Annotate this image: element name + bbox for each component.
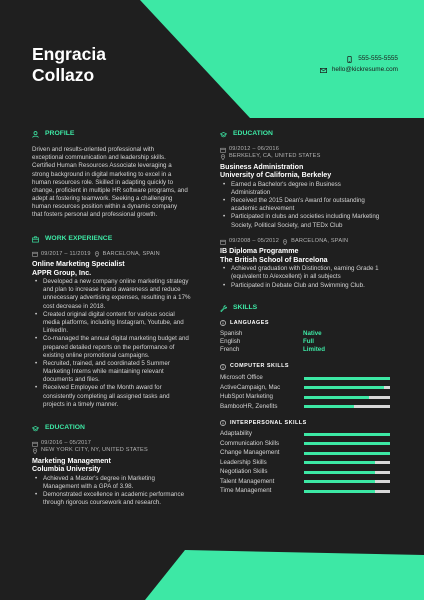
skill-bar-fill [304, 405, 354, 408]
skill-row: BambooHR, Zenefits [220, 402, 400, 412]
location-pin-icon [94, 251, 100, 257]
wrench-icon [220, 305, 227, 312]
education-left-school: Columbia University [32, 465, 101, 474]
job-location: BARCELONA, SPAIN [102, 250, 160, 257]
computer-skills-heading: COMPUTER SKILLS [220, 363, 400, 370]
education-left-heading: EDUCATION [32, 424, 204, 433]
skill-row: ActiveCampaign, Mac [220, 383, 400, 393]
languages-heading: LANGUAGES [220, 320, 400, 327]
person-icon [32, 131, 39, 138]
skill-row: Communication Skills [220, 439, 400, 449]
skill-row: Talent Management [220, 477, 400, 487]
work-section [32, 235, 204, 409]
skill-bar-fill [304, 377, 390, 380]
skill-bar [304, 461, 390, 464]
skill-bar [304, 442, 390, 445]
phone-icon [346, 56, 353, 63]
language-row: English Full [220, 338, 314, 346]
list-item: • Participated in clubs and societies including Marketing Society, Political Society, and TEDx Club [220, 213, 400, 229]
education-entry-meta: 09/2008 – 05/2012 BARCELONA, SPAIN [220, 238, 400, 245]
education-right-heading: EDUCATION [220, 130, 400, 139]
profile-section [32, 130, 204, 220]
skill-bar-fill [304, 452, 390, 455]
skill-row: Adaptability [220, 430, 400, 440]
education-left-degree: Marketing Management [32, 456, 111, 465]
education-entry-meta: 09/2012 – 06/2016 [220, 146, 400, 153]
languages-list [220, 330, 400, 355]
phone-text[interactable]: 555-555-5555 [358, 55, 398, 62]
skill-bar-fill [304, 386, 384, 389]
skill-row: Microsoft Office [220, 374, 400, 384]
skill-bar [304, 471, 390, 474]
education-entry-degree: IB Diploma Programme [220, 247, 299, 256]
right-column [220, 130, 400, 496]
job-company: APPR Group, Inc. [32, 268, 92, 277]
education-entry-bullets [220, 265, 400, 290]
education-entry-bullets [220, 181, 400, 230]
skill-row: Negotiation Skills [220, 468, 400, 478]
calendar-icon [220, 239, 226, 245]
education-entry-degree: Business Administration [220, 162, 304, 171]
first-name: Engracia [32, 44, 106, 64]
language-row: French Limited [220, 346, 326, 354]
education-entry-british-school [220, 238, 400, 290]
job-dates: 09/2017 – 11/2019 [41, 250, 91, 257]
skill-row: Change Management [220, 449, 400, 459]
list-item: • Achieved graduation with Distinction, earning Grade 1 (equivalent to A/excellent) in all subjects [220, 265, 400, 281]
education-left-section [32, 424, 204, 507]
location-pin-icon [32, 448, 38, 454]
language-row: Spanish Native [220, 329, 322, 337]
list-item: • Participated in Debate Club and Swimming Club. [220, 282, 400, 290]
briefcase-icon [32, 236, 39, 243]
education-entry-berkeley [220, 146, 400, 230]
education-entry-location: BERKELEY, CA, UNITED STATES [220, 153, 400, 160]
list-item: • Demonstrated excellence in academic performance through rigorous coursework and research. [32, 491, 204, 507]
left-column [32, 130, 204, 507]
info-circle-icon [220, 320, 226, 326]
skill-bar-fill [304, 442, 390, 445]
skills-section [220, 304, 400, 496]
calendar-icon [32, 251, 38, 257]
skill-bar-fill [304, 396, 369, 399]
skill-bar-fill [304, 480, 375, 483]
interpersonal-skills-list [220, 430, 400, 497]
list-item: • Developed a new company online marketing strategy and plan to increase brand awareness and reduce unnecessary advertising expenses, resulting in a 17% cost decrease in 2018. [32, 278, 204, 311]
location-pin-icon [282, 239, 288, 245]
candidate-name [32, 44, 106, 87]
calendar-icon [32, 441, 38, 447]
email-text[interactable]: hello@kickresume.com [331, 66, 398, 74]
skill-bar [304, 433, 390, 436]
location-pin-icon [220, 154, 226, 160]
skill-bar [304, 396, 390, 399]
profile-text: Driven and results-oriented professional with exceptional communication and leadership skills. Certified Human Resources Associate leveraging a strong background in digital marketing to excel in a human resources role. Skilled in adapting quickly to change, proficient in multiple HR software programs, and adept at fostering teamwork. Seeking a challenging human resources position within a dynamic company that fosters personal and professional growth. [32, 145, 188, 219]
info-circle-icon [220, 364, 226, 370]
skill-bar [304, 452, 390, 455]
list-item: • Achieved a Master's degree in Marketing Management with a GPA of 3.98. [32, 475, 204, 491]
education-left-location-row: NEW YORK CITY, NY, UNITED STATES [32, 447, 204, 454]
skill-bar [304, 480, 390, 483]
email-row [320, 66, 398, 74]
skills-heading: SKILLS [220, 304, 400, 313]
skill-bar-fill [304, 490, 375, 493]
envelope-icon [320, 67, 327, 74]
calendar-icon [220, 147, 226, 153]
contact-info [320, 55, 398, 78]
skill-bar-fill [304, 471, 375, 474]
skill-row: Leadership Skills [220, 458, 400, 468]
last-name: Collazo [32, 65, 95, 86]
list-item: • Earned a Bachelor's degree in Business Administration [220, 181, 400, 197]
skill-bar-fill [304, 461, 375, 464]
education-right-section [220, 130, 400, 290]
list-item: • Received Employee of the Month award for consistently completing all assigned tasks and projects in a timely manner. [32, 384, 204, 409]
education-entry-school: The British School of Barcelona [220, 255, 328, 264]
info-circle-icon [220, 420, 226, 426]
work-heading: WORK EXPERIENCE [32, 235, 204, 244]
list-item: • Received the 2015 Dean's Award for outstanding academic achievement [220, 197, 400, 213]
skill-bar-fill [304, 433, 390, 436]
skill-row: HubSpot Marketing [220, 393, 400, 403]
interpersonal-skills-heading: INTERPERSONAL SKILLS [220, 420, 400, 427]
education-entry-school: University of California, Berkeley [220, 171, 332, 180]
skill-bar [304, 386, 390, 389]
computer-skills-list [220, 374, 400, 412]
graduation-cap-icon [32, 425, 39, 432]
education-left-bullets [32, 475, 204, 508]
list-item: • Co-managed the annual digital marketing budget and prepared detailed reports on the performance of existing online promotional campaigns. [32, 335, 204, 360]
job-meta [32, 251, 204, 258]
list-item: • Recruited, trained, and coordinated 5 Summer Marketing Interns while maintaining relevant documents and files. [32, 360, 204, 385]
skill-bar [304, 377, 390, 380]
education-left-meta: 09/2016 – 05/2017 [32, 440, 204, 447]
list-item: • Created original digital content for various social media platforms, including Instagram, Youtube, and LinkedIn. [32, 311, 204, 336]
job-role: Online Marketing Specialist [32, 260, 125, 268]
graduation-cap-icon [220, 131, 227, 138]
skill-bar [304, 405, 390, 408]
phone-row [320, 55, 398, 63]
profile-heading: PROFILE [32, 130, 204, 139]
skill-bar [304, 490, 390, 493]
job-bullets [32, 278, 204, 409]
skill-row: Time Management [220, 487, 400, 497]
